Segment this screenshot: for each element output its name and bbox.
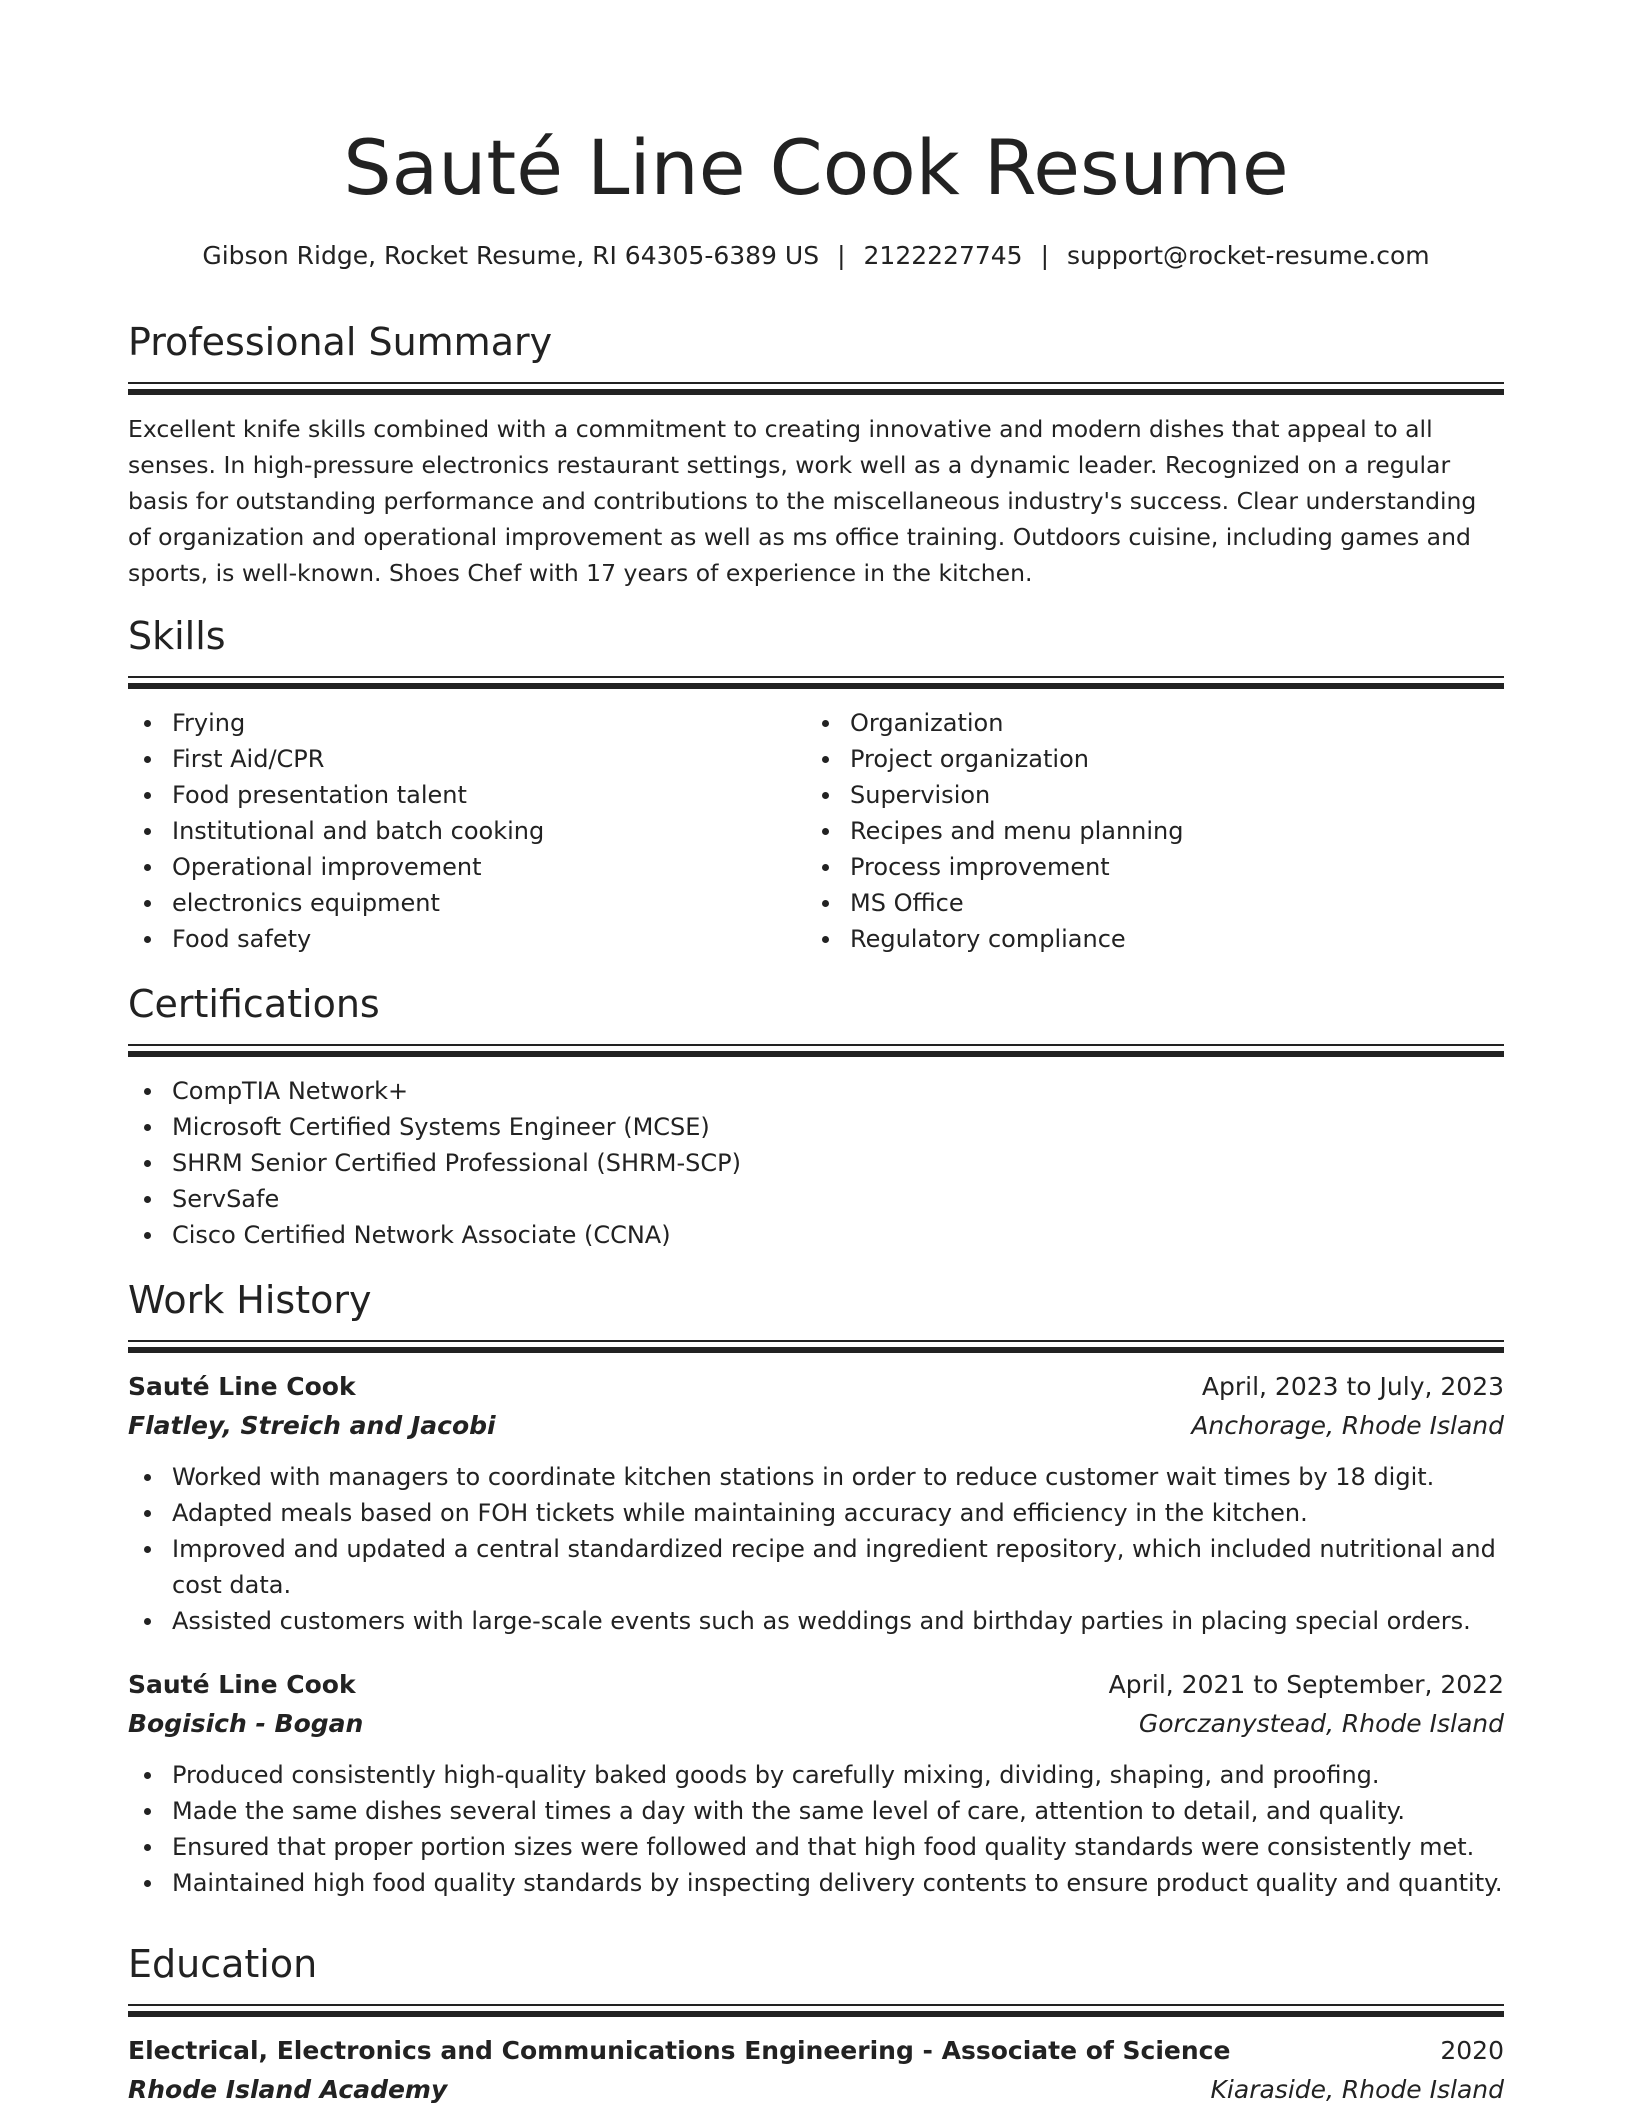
work-history-section	[128, 1276, 1504, 1901]
skill-item: Operational improvement	[128, 849, 806, 885]
contact-address: Gibson Ridge, Rocket Resume, RI 64305-6389 US	[202, 241, 820, 270]
job-dates: April, 2021 to September, 2022	[1108, 1670, 1504, 1699]
certifications-list	[128, 1073, 1504, 1253]
education-header	[128, 2031, 1504, 2071]
job-duty: Produced consistently high-quality baked goods by carefully mixing, dividing, shaping, and proofing.	[128, 1757, 1504, 1793]
certification-item: ServSafe	[128, 1181, 1504, 1217]
section-divider	[128, 1044, 1504, 1059]
job-company: Flatley, Streich and Jacobi	[128, 1411, 496, 1440]
section-divider	[128, 2004, 1504, 2019]
certification-item: Microsoft Certified Systems Engineer (MCSE)	[128, 1109, 1504, 1145]
skill-item: Food safety	[128, 921, 806, 957]
job-duty: Made the same dishes several times a day with the same level of care, attention to detail, and quality.	[128, 1793, 1504, 1829]
skill-item: Organization	[806, 705, 1484, 741]
section-heading: Education	[128, 1942, 318, 1986]
contact-phone: 2122227745	[863, 241, 1023, 270]
education-section	[128, 1940, 1504, 2109]
job-duty: Adapted meals based on FOH tickets while maintaining accuracy and efficiency in the kitchen.	[128, 1495, 1504, 1531]
job-duty: Worked with managers to coordinate kitchen stations in order to reduce customer wait times by 18 digit.	[128, 1459, 1504, 1495]
summary-text: Excellent knife skills combined with a commitment to creating innovative and modern dishes that appeal to all senses. In high-pressure electronics restaurant settings, work well as a dynamic leader. Recognized on a regular basis for outstanding performance and contributions to the miscellaneous industry's success. Clear understanding of organization and operational improvement as well as ms office training. Outdoors cuisine, including games and sports, is well-known. Shoes Chef with 17 years of experience in the kitchen.	[128, 415, 1477, 587]
skill-item: Institutional and batch cooking	[128, 813, 806, 849]
skills-list-left	[128, 705, 806, 957]
job-duty: Assisted customers with large-scale events such as weddings and birthday parties in placing special orders.	[128, 1603, 1504, 1639]
job-duties	[128, 1459, 1504, 1639]
education-entry	[128, 2031, 1504, 2109]
skill-item: Recipes and menu planning	[806, 813, 1484, 849]
skill-item: Process improvement	[806, 849, 1484, 885]
contact-line	[128, 238, 1504, 274]
skill-item: Regulatory compliance	[806, 921, 1484, 957]
education-degree: Electrical, Electronics and Communications Engineering - Associate of Science	[128, 2036, 1231, 2065]
certification-item: SHRM Senior Certified Professional (SHRM-SCP)	[128, 1145, 1504, 1181]
job-duty: Improved and updated a central standardized recipe and ingredient repository, which included nutritional and cost data.	[128, 1531, 1504, 1603]
job-title: Sauté Line Cook	[128, 1372, 356, 1401]
section-divider	[128, 1340, 1504, 1355]
job-subheader	[128, 1705, 1504, 1743]
job-title: Sauté Line Cook	[128, 1670, 356, 1699]
education-location: Kiaraside, Rhode Island	[1210, 2075, 1504, 2104]
section-heading: Professional Summary	[128, 320, 553, 364]
job-dates: April, 2023 to July, 2023	[1201, 1372, 1504, 1401]
job-entry	[128, 1367, 1504, 1639]
education-subheader	[128, 2071, 1504, 2109]
certifications-section	[128, 980, 1504, 1253]
skills-list-right	[806, 705, 1484, 957]
skill-item: Food presentation talent	[128, 777, 806, 813]
certification-item: CompTIA Network+	[128, 1073, 1504, 1109]
section-heading: Work History	[128, 1278, 372, 1322]
summary-section	[128, 318, 1504, 591]
education-school: Rhode Island Academy	[128, 2075, 448, 2104]
skill-item: Project organization	[806, 741, 1484, 777]
job-entry	[128, 1665, 1504, 1901]
job-header	[128, 1367, 1504, 1407]
skills-section	[128, 612, 1504, 957]
resume-title: Sauté Line Cook Resume	[343, 123, 1289, 212]
job-location: Anchorage, Rhode Island	[1191, 1411, 1504, 1440]
job-location: Gorczanystead, Rhode Island	[1138, 1709, 1504, 1738]
job-duties	[128, 1757, 1504, 1901]
job-subheader	[128, 1407, 1504, 1445]
education-year: 2020	[1440, 2036, 1504, 2065]
contact-separator: |	[837, 241, 846, 270]
job-header	[128, 1665, 1504, 1705]
contact-email: support@rocket-resume.com	[1067, 241, 1430, 270]
skill-item: MS Office	[806, 885, 1484, 921]
section-heading: Certifications	[128, 982, 380, 1026]
job-company: Bogisich - Bogan	[128, 1709, 364, 1738]
skills-columns	[128, 705, 1504, 957]
job-duty: Maintained high food quality standards by inspecting delivery contents to ensure product quality and quantity.	[128, 1865, 1504, 1901]
skill-item: Frying	[128, 705, 806, 741]
contact-separator: |	[1040, 241, 1050, 270]
job-duty: Ensured that proper portion sizes were followed and that high food quality standards were consistently met.	[128, 1829, 1504, 1865]
certification-item: Cisco Certified Network Associate (CCNA)	[128, 1217, 1504, 1253]
section-heading: Skills	[128, 614, 226, 658]
skill-item: First Aid/CPR	[128, 741, 806, 777]
section-divider	[128, 676, 1504, 691]
skill-item: Supervision	[806, 777, 1484, 813]
section-divider	[128, 382, 1504, 397]
skill-item: electronics equipment	[128, 885, 806, 921]
